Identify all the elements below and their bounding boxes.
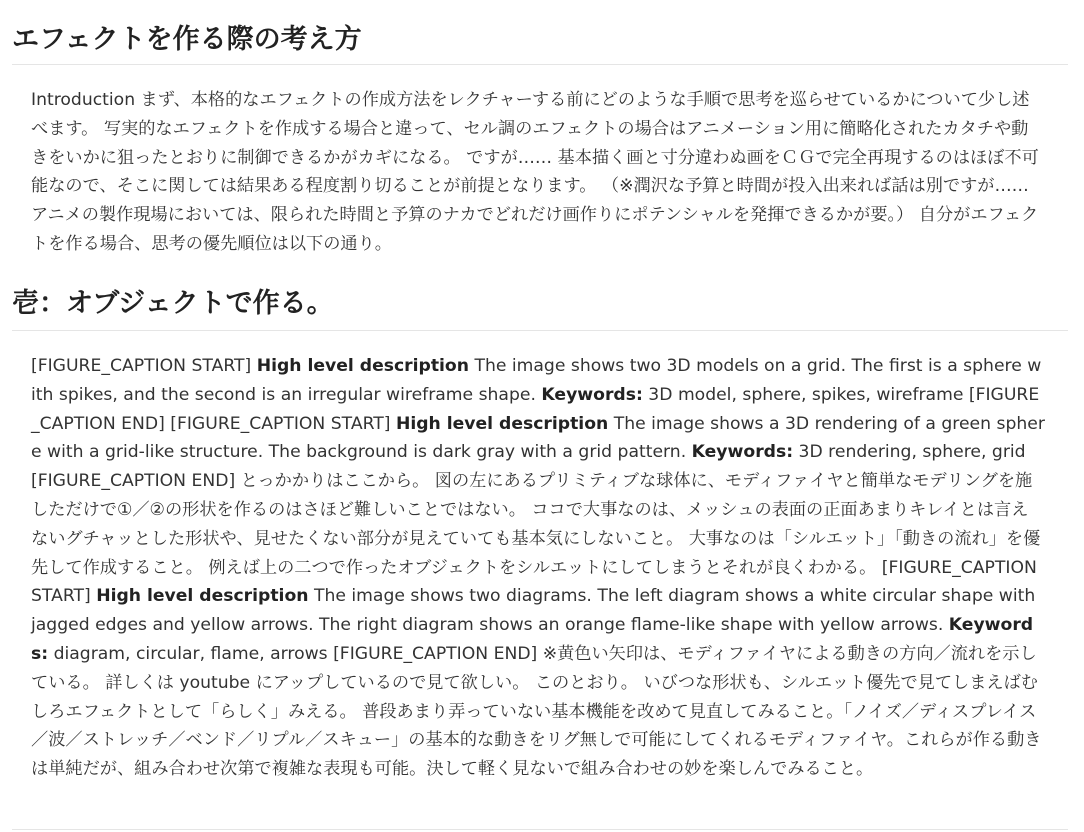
section-paragraph: Introduction まず、本格的なエフェクトの作成方法をレクチャーする前にどのような手順で思考を巡らせているかについて少し述べます。 写実的なエフェクトを作成する場合と違って、セル調のエフェクトの場合はアニメーション用に簡略化されたカタチや動きをいかに狙ったとおりに制御できるかがカギになる。 ですが…… 基本描く画と寸分違わぬ画をＣＧで完全再現するのはほぼ不可能なので、そこに関しては結果ある程度割り切ることが前提となります。 （※潤沢な予算と時間が投入出来れば話は別ですが……アニメの製作現場においては、限られた時間と予算のナカでどれだけ画作りにポテンシャルを発揮できるかが要。） 自分がエフェクトを作る場合、思考の優先順位は以下の通り。 [31, 90, 1039, 254]
keywords-label: Keywords: [691, 442, 794, 463]
section-heading: 壱：オブジェクトで作る。 [12, 286, 1068, 331]
text-segment: diagram, circular, flame, arrows [FIGURE_CAPTION END] ※黄色い矢印は、モディファイヤによる動きの方向／流れを示している。 詳しくは youtube にアップしているので見て欲しい。 このとおり。 いびつな形状も、シルエット優先で見てしまえばむしろエフェクトとして「らしく」みえる。 普段あまり弄っていない基本機能を改めて見直してみること。「ノイズ／ディスプレイス／波／ストレッチ／ベンド／リプル／スキュー」の基本的な動きをリグ無しで可能にしてくれるモディファイヤ。これらが作る動きは単純だが、組み合わせ次第で複雑な表現も可能。決して軽く見ないで組み合わせの妙を楽しんでみること。 [31, 643, 1042, 780]
text-segment: 3D rendering, sphere, grid [FIGURE_CAPTION END] とっかかりはここから。 図の左にあるプリミティブな球体に、モディファイヤと簡単なモデリングを施しただけで①／②の形状を作るのはさほど難しいことではない。 ココで大事なのは、メッシュの表面の正面あまりキレイとは言えないグチャッとした形状や、見せたくない部分が見えていても基本気にしないこと。 大事なのは「シルエット」「動きの流れ」を優先して作成すること。 例えば上の二つで作ったオブジェクトをシルエットにしてしまうとそれが良くわかる。 [FIGURE_CAPTION START] [31, 442, 1041, 607]
keywords-label: Keywords: [541, 384, 643, 405]
text-segment: The image shows two diagrams. The left diagram shows a white circular shape with jagged edges and yellow arrows. The right diagram shows an orange flame-like shape with yellow arrows. [31, 586, 1036, 636]
section-paragraph [31, 352, 1045, 784]
text-segment: 3D model, sphere, spikes, wireframe [FIGURE_CAPTION END] [FIGURE_CAPTION START] [31, 384, 1040, 434]
text-segment: The image shows two 3D models on a grid. The first is a sphere with spikes, and the second is an irregular wireframe shape. [31, 356, 1042, 405]
divider [12, 829, 1068, 830]
caption-label: High level description [96, 586, 309, 607]
section-heading: エフェクトを作る際の考え方 [12, 22, 1068, 65]
keywords-label: Keywords: [31, 615, 1034, 664]
caption-label: High level description [256, 356, 469, 376]
text-segment: The image shows a 3D rendering of a green sphere with a grid-like structure. The background is dark gray with a grid pattern. [31, 413, 1045, 463]
text-segment: [FIGURE_CAPTION START] [31, 356, 257, 376]
caption-label: High level description [395, 413, 609, 434]
